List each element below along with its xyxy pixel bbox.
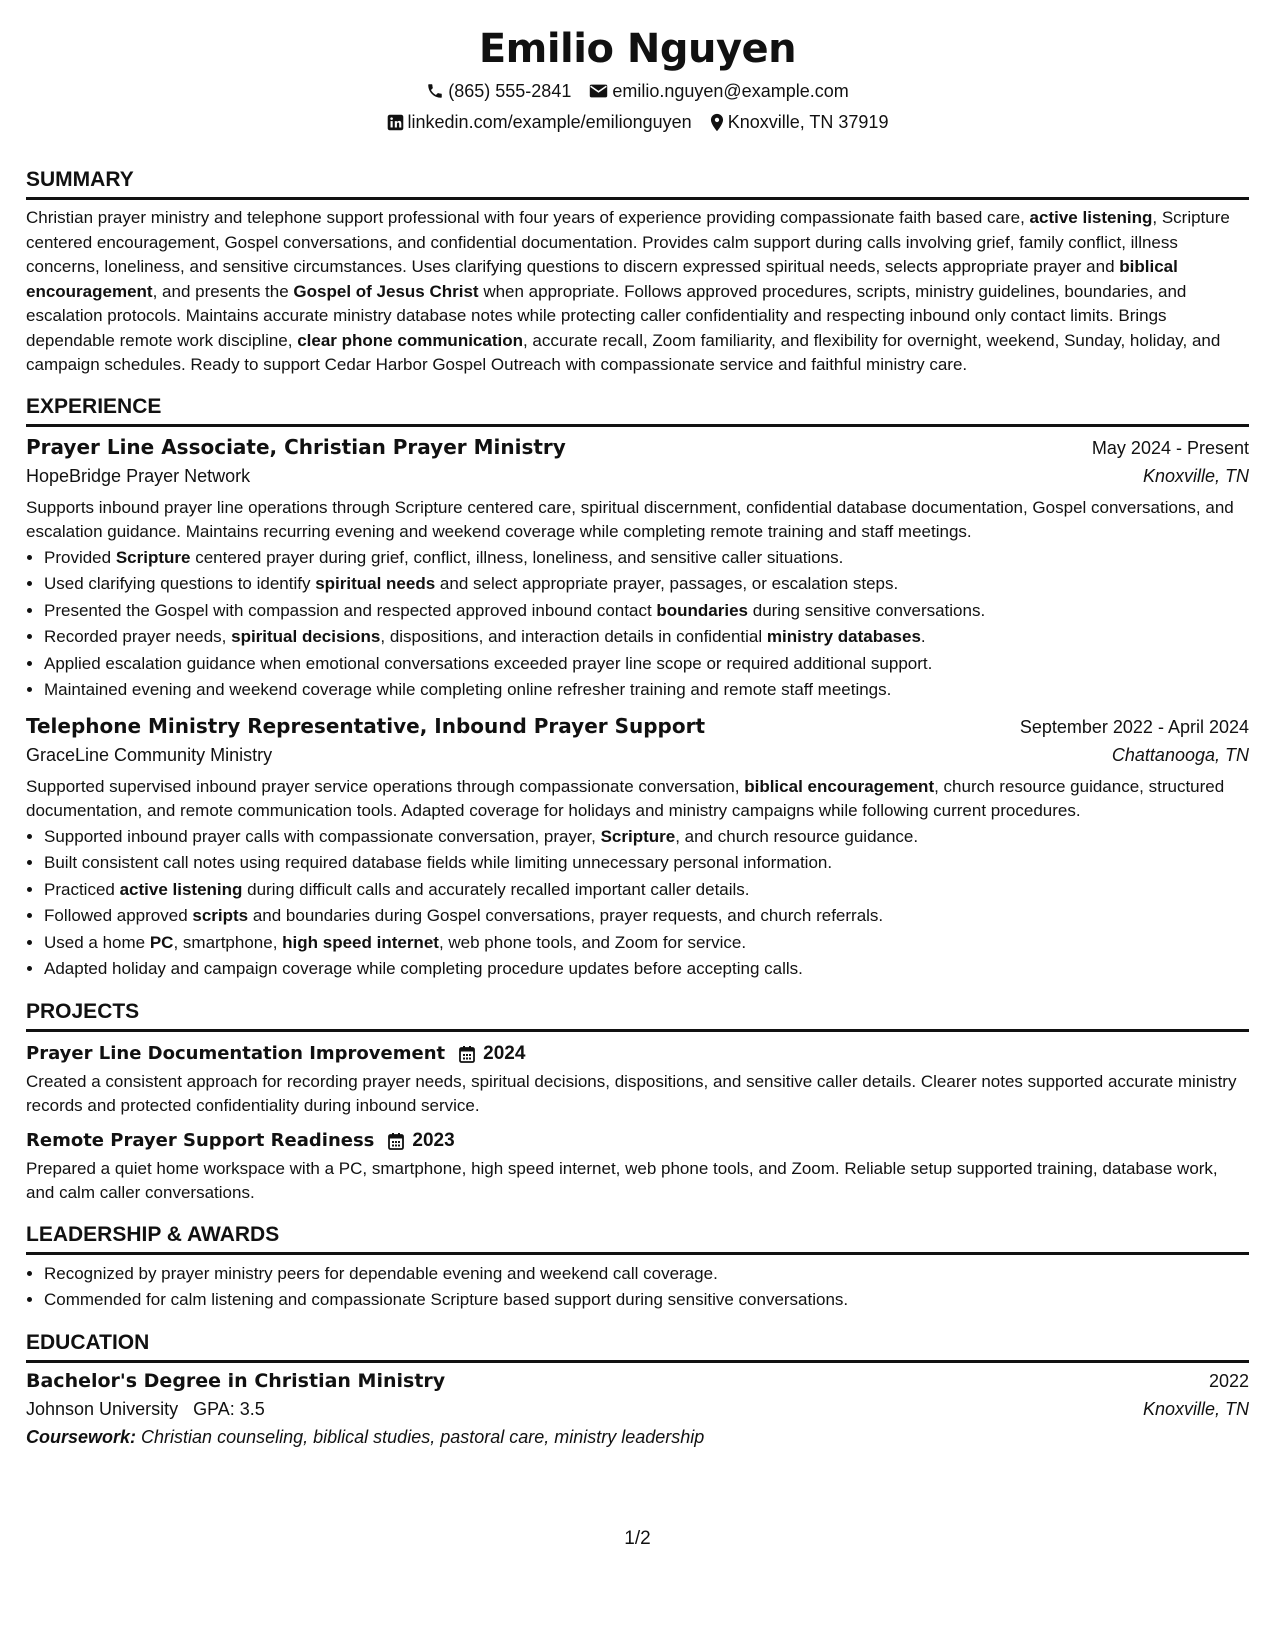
emphasis-text: Gospel of Jesus Christ — [293, 281, 479, 301]
email-contact[interactable] — [589, 80, 848, 102]
text-run: . — [920, 627, 926, 646]
text-run: Practiced — [44, 879, 120, 899]
school-location: Knoxville, TN — [1142, 1398, 1249, 1419]
text-run: Maintained evening and weekend coverage while completing online refresher training and remote staff meetings. — [44, 680, 892, 699]
text-run: Adapted holiday and campaign coverage while completing procedure updates before accepting calls. — [44, 959, 803, 978]
calendar-icon — [388, 1132, 404, 1150]
project-year-text: 2024 — [483, 1042, 526, 1064]
linkedin-icon — [387, 114, 404, 131]
project-description: Prepared a quiet home workspace with a PC, smartphone, high speed internet, web phone tools, and Zoom. Reliable setup supported training, database work, and calm caller conversations. — [26, 1158, 1218, 1202]
candidate-name: Emilio Nguyen — [478, 26, 797, 72]
mail-icon — [589, 83, 608, 99]
education-school-row — [26, 1395, 1249, 1423]
linkedin-link[interactable]: linkedin.com/example/emilionguyen — [407, 112, 692, 132]
bullet-item — [44, 956, 1249, 983]
job-header-row — [26, 433, 1249, 462]
text-run: , web phone tools, and Zoom for service. — [438, 932, 747, 952]
projects-heading: PROJECTS — [26, 999, 1249, 1032]
project-year — [459, 1040, 525, 1068]
job-bullets — [26, 824, 1249, 983]
text-run: , church resource guidance, structured documentation, and remote communication tools. Adapted coverage for holidays and ministry campaigns while following current procedures. — [26, 776, 1225, 820]
bullet-item — [44, 545, 1249, 572]
education-heading: EDUCATION — [26, 1330, 1249, 1363]
emphasis-text: Scripture — [115, 547, 191, 567]
job-bullets — [26, 545, 1249, 704]
emphasis-text: scripts — [192, 906, 249, 925]
job-description — [26, 775, 1249, 824]
job-company-row — [26, 462, 1249, 490]
coursework — [26, 1423, 1249, 1451]
coursework-list: Christian counseling, biblical studies, pastoral care, ministry leadership — [141, 1426, 705, 1447]
leadership-item: • Recognized by prayer ministry peers for dependable evening and weekend call coverage. — [44, 1261, 1249, 1288]
bullet-item — [44, 624, 1249, 651]
text-run: during sensitive conversations. — [748, 600, 986, 620]
emphasis-text: biblical encouragement — [744, 776, 935, 796]
phone-contact — [426, 80, 571, 102]
text-run: , smartphone, — [173, 932, 283, 952]
bullet-item — [44, 930, 1249, 957]
text-run: Presented the Gospel with compassion and respected approved inbound contact — [44, 600, 657, 620]
project-year-text: 2023 — [412, 1129, 455, 1151]
contact-line-1 — [26, 80, 1249, 102]
bullet-item — [44, 824, 1249, 851]
project-title-row — [26, 1127, 1249, 1155]
coursework-label: Coursework: — [26, 1426, 137, 1447]
job-dates: September 2022 - April 2024 — [1019, 716, 1249, 737]
text-run: , accurate recall, Zoom familiarity, and flexibility for overnight, weekend, Sunday, holiday, and campaign schedules. Ready to support Cedar Harbor Gospel Outreach with compassionate service and faithful ministry care. — [26, 330, 1221, 374]
job-location: Knoxville, TN — [1142, 465, 1249, 486]
map-pin-icon — [710, 113, 724, 132]
emphasis-text: PC — [149, 932, 174, 952]
text-run: Built consistent call notes using required database fields while limiting unnecessary personal information. — [44, 853, 833, 872]
projects-section — [26, 999, 1249, 1206]
summary-section — [26, 167, 1249, 378]
company-name: GraceLine Community Ministry — [26, 744, 273, 765]
experience-section — [26, 394, 1249, 983]
email-link[interactable]: emilio.nguyen@example.com — [612, 81, 849, 101]
company-name: HopeBridge Prayer Network — [26, 465, 251, 486]
text-run: Supports inbound prayer line operations through Scripture centered care, spiritual discernment, confidential database documentation, Gospel conversations, and escalation guidance. Maintains recurring evening and weekend coverage while completing remote training and staff meetings. — [26, 497, 1234, 541]
text-run: Used a home — [44, 932, 150, 952]
text-run: when appropriate. Follows approved procedures, scripts, ministry guidelines, boundaries, and escalation protocols. Maintains accurate ministry database notes while protecting caller confidentiality and respecting inbound only contact limits. Brings dependable remote work discipline, — [26, 281, 1187, 350]
emphasis-text: active listening — [1029, 208, 1153, 227]
job-location: Chattanooga, TN — [1111, 744, 1249, 765]
text-run: Followed approved — [44, 906, 193, 925]
phone-icon — [426, 82, 444, 100]
project-title: Remote Prayer Support Readiness — [26, 1129, 375, 1151]
bullet-item — [44, 598, 1249, 625]
school-name: Johnson University — [26, 1398, 179, 1419]
job-entry — [26, 433, 1249, 704]
summary-text — [26, 206, 1249, 378]
project-entry — [26, 1040, 1249, 1119]
text-run: Applied escalation guidance when emotional conversations exceeded prayer line scope or required additional support. — [44, 653, 933, 673]
project-title: Prayer Line Documentation Improvement — [26, 1042, 446, 1064]
text-run: Used clarifying questions to identify — [44, 574, 316, 593]
bullet-item — [44, 877, 1249, 904]
leadership-heading: LEADERSHIP & AWARDS — [26, 1222, 1249, 1255]
emphasis-text: active listening — [119, 879, 243, 899]
emphasis-text: ministry databases — [766, 627, 921, 646]
leadership-list — [26, 1261, 1249, 1314]
emphasis-text: spiritual needs — [315, 574, 436, 593]
text-run: centered prayer during grief, conflict, illness, loneliness, and sensitive caller situations. — [190, 547, 844, 567]
education-section — [26, 1330, 1249, 1451]
calendar-icon — [459, 1045, 475, 1063]
project-description: Created a consistent approach for recording prayer needs, spiritual decisions, dispositions, and sensitive caller details. Clearer notes supported accurate ministry records and protected confidentiality during inbound service. — [26, 1071, 1237, 1115]
text-run: Provided — [44, 547, 116, 567]
bullet-item — [44, 677, 1249, 704]
text-run: , and presents the — [152, 281, 294, 301]
text-run: during difficult calls and accurately recalled important caller details. — [242, 879, 750, 899]
phone-text: (865) 555-2841 — [448, 81, 572, 101]
emphasis-text: boundaries — [656, 600, 749, 620]
job-entry — [26, 712, 1249, 983]
text-run: , and church resource guidance. — [675, 826, 919, 846]
contact-line-2 — [26, 111, 1249, 133]
degree-title: Bachelor's Degree in Christian Ministry — [26, 1369, 446, 1392]
emphasis-text: biblical encouragement — [26, 257, 1178, 301]
job-description — [26, 496, 1249, 545]
job-dates: May 2024 - Present — [1091, 437, 1249, 458]
text-run: Supported inbound prayer calls with compassionate conversation, prayer, — [44, 826, 601, 846]
education-header-row — [26, 1367, 1249, 1395]
bullet-item — [44, 903, 1249, 930]
experience-heading: EXPERIENCE — [26, 394, 1249, 427]
emphasis-text: spiritual decisions — [231, 627, 381, 646]
text-run: , dispositions, and interaction details in confidential — [380, 627, 767, 646]
linkedin-contact[interactable] — [387, 111, 692, 133]
text-run: Recorded prayer needs, — [44, 627, 232, 646]
graduation-year: 2022 — [1208, 1370, 1249, 1391]
bullet-item — [44, 571, 1249, 598]
bullet-item — [44, 651, 1249, 678]
leadership-section — [26, 1222, 1249, 1314]
page-number: 1/2 — [624, 1528, 651, 1549]
text-run: Supported supervised inbound prayer service operations through compassionate conversation, — [26, 776, 745, 796]
text-run: , Scripture centered encouragement, Gospel conversations, and confidential documentation. Provides calm support during calls involving grief, family conflict, illness concerns, loneliness, and sensitive circumstances. Uses clarifying questions to discern expressed spiritual needs, selects appropriate prayer and — [26, 208, 1230, 276]
project-title-row — [26, 1040, 1249, 1068]
bullet-item — [44, 850, 1249, 877]
text-run: Christian prayer ministry and telephone support professional with four years of experience providing compassionate faith based care, — [26, 208, 1030, 227]
project-entry — [26, 1127, 1249, 1206]
leadership-item: • Commended for calm listening and compassionate Scripture based support during sensitive conversations. — [44, 1287, 1249, 1314]
text-run: and select appropriate prayer, passages, or escalation steps. — [435, 574, 899, 593]
job-header-row — [26, 712, 1249, 741]
job-title: Telephone Ministry Representative, Inbound Prayer Support — [26, 713, 706, 738]
school-info — [26, 1395, 265, 1423]
location-contact — [710, 111, 889, 133]
emphasis-text: high speed internet — [282, 932, 439, 952]
location-text: Knoxville, TN 37919 — [727, 112, 889, 132]
job-title: Prayer Line Associate, Christian Prayer Ministry — [26, 434, 566, 459]
summary-heading: SUMMARY — [26, 167, 1249, 200]
gpa: GPA: 3.5 — [193, 1398, 265, 1419]
text-run: and boundaries during Gospel conversations, prayer requests, and church referrals. — [248, 906, 884, 925]
project-year — [388, 1127, 454, 1155]
emphasis-text: Scripture — [600, 826, 676, 846]
emphasis-text: clear phone communication — [297, 330, 523, 350]
job-company-row — [26, 741, 1249, 769]
